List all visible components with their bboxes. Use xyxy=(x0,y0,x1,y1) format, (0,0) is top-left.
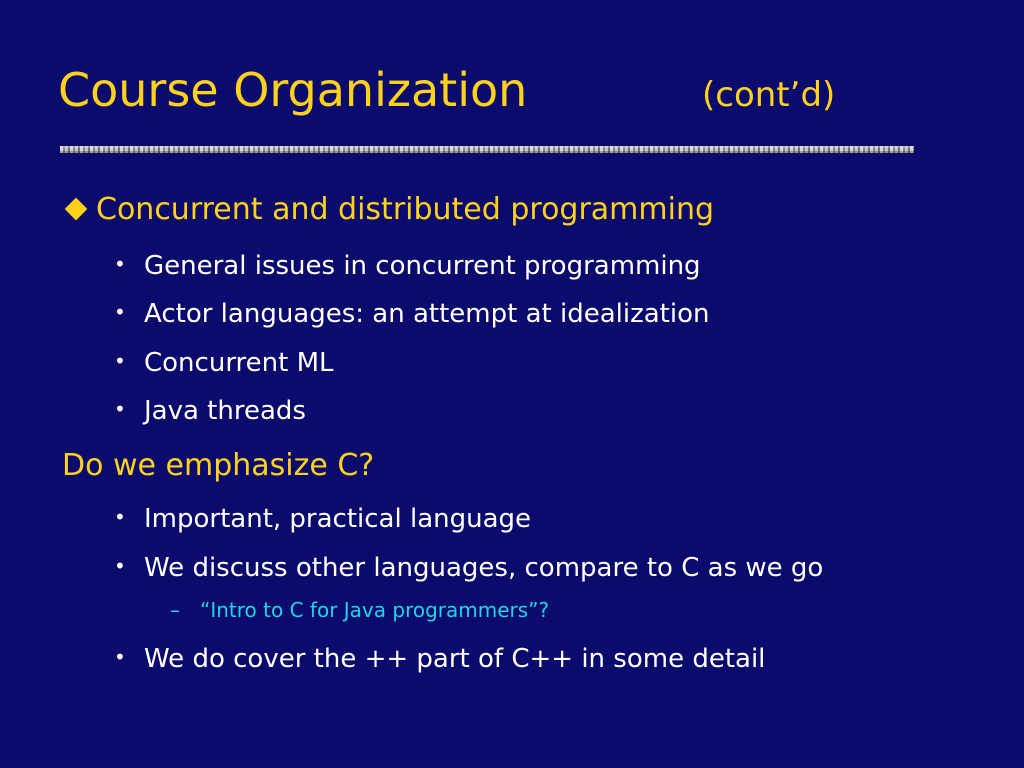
diamond-icon xyxy=(65,198,88,221)
bullet-dot-icon: • xyxy=(114,300,126,324)
list-item-text: Important, practical language xyxy=(144,504,532,534)
list-item xyxy=(114,247,701,283)
slide-title-suffix: (cont’d) xyxy=(702,75,836,115)
bullet-dot-icon: • xyxy=(114,397,126,421)
section-heading-c: Do we emphasize C? xyxy=(62,448,375,483)
list-item-text: We discuss other languages, compare to C as we go xyxy=(144,553,824,583)
bullet-dot-icon: • xyxy=(114,645,126,669)
list-item xyxy=(114,640,765,676)
list-item xyxy=(114,295,709,331)
bullet-dot-icon: • xyxy=(114,349,126,373)
bullet-dot-icon: • xyxy=(114,554,126,578)
section-heading-concurrent xyxy=(62,190,714,230)
list-item-text: We do cover the ++ part of C++ in some detail xyxy=(144,644,766,674)
bullet-dot-icon: • xyxy=(114,505,126,529)
title-divider xyxy=(60,146,914,153)
list-item-text: Java threads xyxy=(144,396,306,426)
bullet-dot-icon: • xyxy=(114,252,126,276)
list-item-text: Actor languages: an attempt at idealization xyxy=(144,299,710,329)
list-item-text: Concurrent ML xyxy=(144,348,334,378)
section-heading-text: Concurrent and distributed programming xyxy=(96,192,715,227)
list-item xyxy=(114,344,334,380)
list-item xyxy=(114,392,306,428)
list-item xyxy=(114,549,823,585)
sub-list-item-text: “Intro to C for Java programmers”? xyxy=(200,598,550,622)
sub-list-item xyxy=(170,596,549,624)
list-item xyxy=(114,500,531,536)
slide-title: Course Organization xyxy=(58,63,528,117)
dash-icon: – xyxy=(170,598,180,622)
list-item-text: General issues in concurrent programming xyxy=(144,251,701,281)
